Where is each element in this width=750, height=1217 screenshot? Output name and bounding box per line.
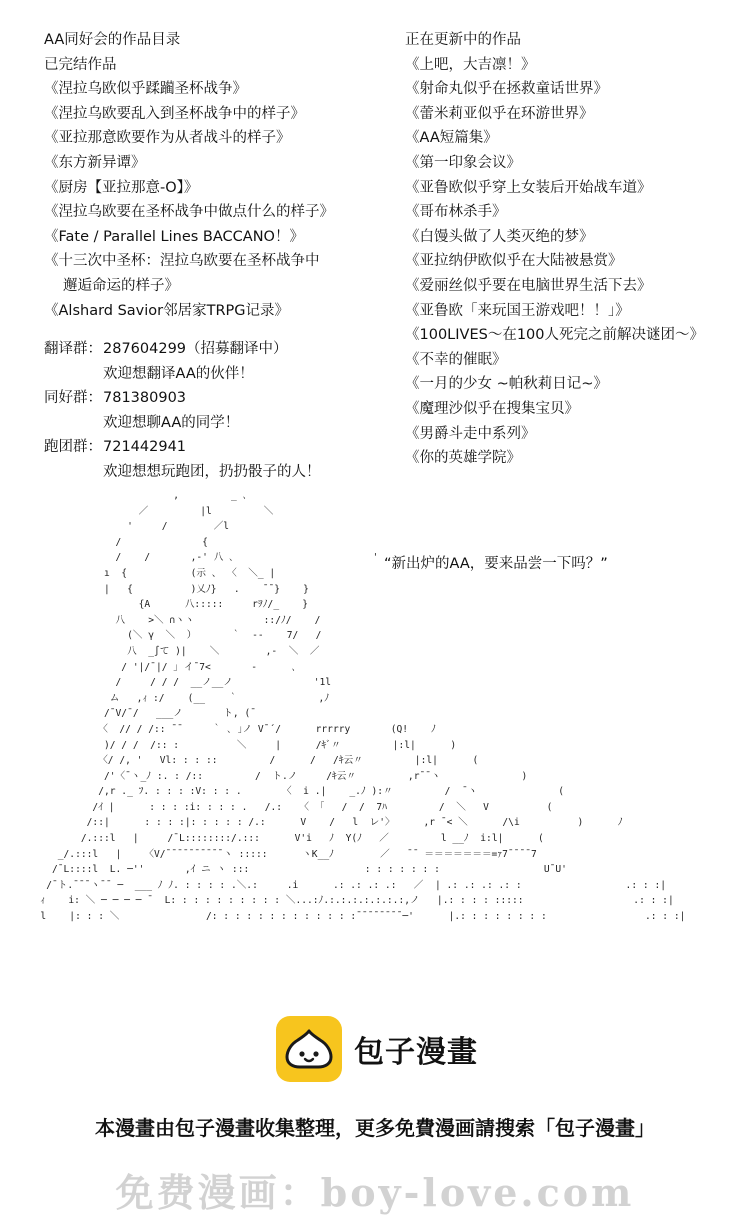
ongoing-work-item: 《白馒头做了人类灭绝的梦》 — [405, 228, 594, 245]
completed-work-item: 《涅拉乌欧要乱入到圣杯战争中的样子》 — [44, 105, 305, 122]
fans-group-label: 同好群： — [44, 390, 102, 407]
fans-group-number: 781380903 — [103, 390, 187, 407]
ongoing-works-column — [405, 28, 745, 471]
group-info — [44, 337, 321, 485]
speech-line: “新出炉的AA，要来品尝一下吗？” — [384, 556, 608, 572]
completed-work-item: 《涅拉乌欧似乎蹂躏圣杯战争》 — [44, 81, 247, 98]
fans-group-row — [44, 386, 321, 411]
translation-group-row — [44, 337, 321, 362]
ongoing-work-item: 《哥布林杀手》 — [405, 204, 507, 221]
completed-work-item: 《十三次中圣杯：涅拉乌欧要在圣杯战争中 — [44, 253, 320, 270]
ongoing-work-item: 《你的英雄学院》 — [405, 450, 521, 467]
ongoing-work-item: 《100LIVES～在100人死完之前解决谜团～》 — [405, 327, 704, 344]
bun-face-icon — [276, 1016, 342, 1082]
site-watermark: 免费漫画：boy-love.com — [115, 1170, 635, 1215]
completed-work-item: 《亚拉那意欧要作为从者战斗的样子》 — [44, 130, 291, 147]
trpg-group-message: 欢迎想想玩跑团，扔扔骰子的人！ — [103, 463, 321, 480]
translation-group-message: 欢迎想翻译AA的伙伴！ — [103, 365, 254, 382]
completed-work-item: 《Fate / Parallel Lines BACCANO！》 — [44, 228, 304, 245]
ongoing-work-item: 《AA短篇集》 — [405, 130, 498, 147]
completed-work-item: 《Alshard Savior邻居家TRPG记录》 — [44, 302, 290, 319]
ongoing-work-item: 《上吧，大吉凛！》 — [405, 56, 536, 73]
ongoing-work-item: 《魔理沙似乎在搜集宝贝》 — [405, 400, 579, 417]
completed-work-item: 《厨房【亚拉那意-O】》 — [44, 179, 199, 196]
completed-work-item: 《涅拉乌欧要在圣杯战争中做点什么的样子》 — [44, 204, 334, 221]
ongoing-work-item: 《爱丽丝似乎要在电脑世界生活下去》 — [405, 277, 652, 294]
completed-work-item-continued: 邂逅命运的样子》 — [63, 277, 179, 294]
ongoing-work-item: 《射命丸似乎在拯救童话世界》 — [405, 81, 608, 98]
ongoing-work-item: 《不幸的催眠》 — [405, 351, 507, 368]
ongoing-work-item: 《亚鲁欧「来玩国王游戏吧！！」》 — [405, 302, 630, 319]
ongoing-work-item: 《蕾米莉亚似乎在环游世界》 — [405, 105, 594, 122]
brand-name: 包子漫畫 — [354, 1035, 478, 1070]
ongoing-work-item: 《亚拉纳伊欧似乎在大陆被悬赏》 — [405, 253, 623, 270]
collection-note: 本漫畫由包子漫畫收集整理，更多免費漫画請搜索「包子漫畫」 — [95, 1116, 655, 1140]
completed-works-column — [44, 28, 374, 323]
trpg-group-number: 721442941 — [103, 439, 187, 456]
fans-group-message: 欢迎想聊AA的同学！ — [103, 414, 240, 431]
ongoing-work-item: 《第一印象会议》 — [405, 154, 521, 171]
trpg-group-row — [44, 435, 321, 460]
ascii-art-illustration: , _ ､ ／ |l ＼ ' / ／l / { / / ,-' 八 ､ ' ı { (示 、 〈 ＼_ | | { )乂ﾉ} . ¯¯} } {A 八::::: rｦﾉ/_ } 八 >＼ ∩ヽヽ ::/ﾉ/ / (＼ γ ＼ ） ｀ -- 7/ / 八 _∫て )| ＼ ,- ＼ ／ / '|/¯|/ ｣ イ¯7< - ､ / / / / __ノ__ノ '1l ム ,ｨ :/ (__ ｀ ,ﾉ /¯V/¯/ ___ノ ト, (¯ 〈 // / /:: ¯¯ ｀ ､ ｣ノ V¯´/ rrrrry (Q! ﾉ )/ / / /:: : ＼ | /ｷﾞ〃 |:l| ) 〈/ /, ' Vl: : : :: / / /ｷ云〃 |:l| ( /'〈¯ヽ_ﾉ :. : /:: / ト.ノ /ｷ云〃 ,r¯¯ヽ ) /,r ._ ﾌ. : : : :V: : : . 〈 i .| _.ﾉ ):〃 / ¯ヽ ( /ｲ | : : : :i: : : : . /.: 〈 「 / / 7ﾊ / ＼ V ( /::| : : : :|: : : : : /.: V / l レ'〉 ,r ¯< ＼ /\i ) ﾉ /.:::l | /¯L::::::::/.::: V'i ﾉ Y(ﾉ ／ l __ﾉ i:l| ( _/.:::l | 〈V/¯¯¯¯¯¯¯¯¯¯ヽ ::::: ヽK__ﾉ ／ ¯¯ ＝＝＝＝＝＝＝=ｧ7¯¯¯¯7 /¯L::::l L. ─'' ,ｲ ニ ヽ ::: : : : : : : : U¯U' /¯ト.¯¯¯ヽ¯¯ ─ ___ ﾉ ﾉ. : : : : .＼.: .i .: .: .: .: ／ | .: .: .: .: : .: : :| ｨ i: ＼ ─ ─ ─ ─ ¯ L: : : : : : : : : : ＼...:ﾉ.:.:.:.:.:.:.:,ノ |.: : : : ::::: .: : :| l |: : : ＼ /: : : : : : : : : : : : :¯¯¯¯¯¯¯¯─' |.: : : : : : : : .: : :| — [40, 490, 686, 923]
catalog-heading: AA同好会的作品目录 — [44, 32, 181, 48]
ongoing-work-item: 《男爵斗走中系列》 — [405, 425, 536, 442]
ongoing-heading: 正在更新中的作品 — [405, 32, 521, 48]
trpg-group-label: 跑团群： — [44, 439, 102, 456]
ongoing-work-item: 《亚鲁欧似乎穿上女装后开始战车道》 — [405, 179, 652, 196]
completed-work-item: 《东方新异谭》 — [44, 154, 146, 171]
brand-logo[interactable] — [276, 1016, 478, 1082]
completed-heading: 已完结作品 — [44, 56, 117, 73]
translation-group-label: 翻译群： — [44, 341, 102, 357]
translation-group-number: 287604299（招募翻译中） — [103, 341, 288, 357]
ongoing-work-item: 《一月的少女 ~帕秋莉日记~》 — [405, 376, 608, 393]
